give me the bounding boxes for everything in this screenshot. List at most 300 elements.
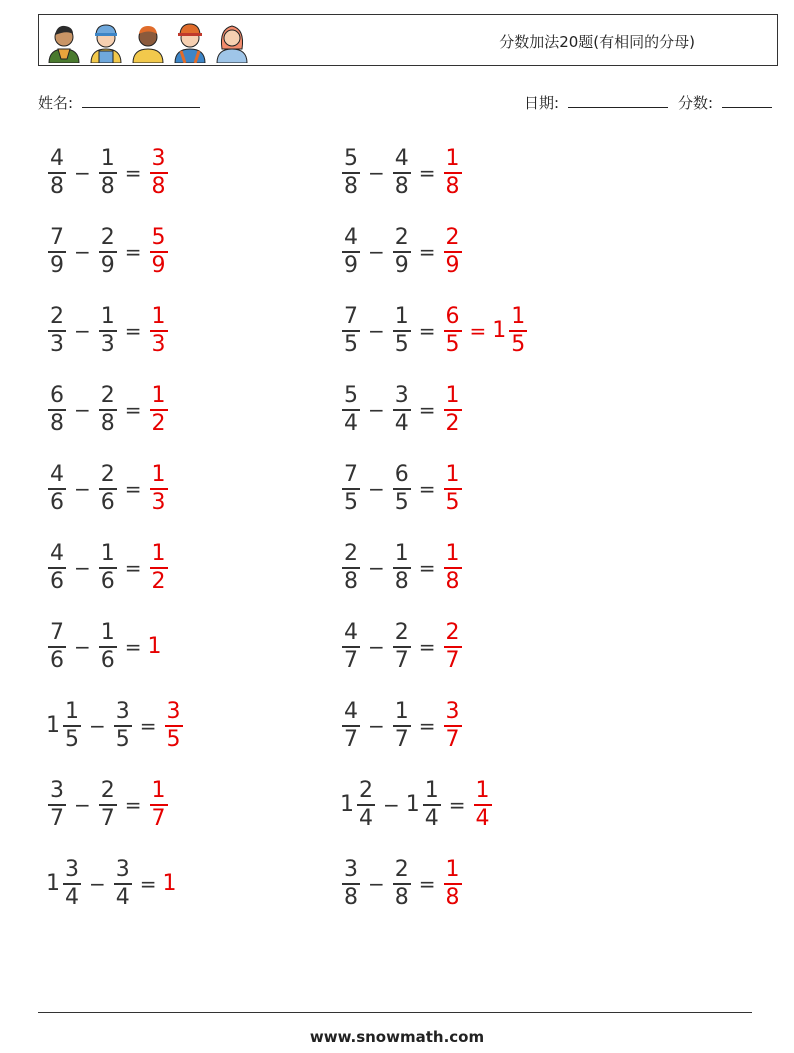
numerator: 1	[151, 778, 166, 803]
numerator: 7	[344, 304, 358, 329]
numerator: 4	[344, 620, 358, 645]
answer	[148, 383, 170, 437]
denominator: 8	[445, 173, 460, 199]
fraction	[509, 304, 527, 358]
denominator: 5	[166, 726, 181, 752]
denominator: 4	[475, 805, 490, 831]
answer	[442, 146, 464, 200]
answer	[163, 699, 185, 753]
fraction	[444, 225, 462, 279]
whole-number: 1	[405, 792, 420, 818]
denominator: 5	[65, 726, 79, 752]
fraction	[63, 857, 81, 911]
problem-item	[340, 699, 464, 753]
fraction	[150, 225, 168, 279]
denominator: 7	[394, 726, 409, 752]
denominator: 7	[344, 647, 358, 673]
equals-sign: =	[418, 871, 436, 896]
answer-value	[148, 634, 163, 659]
problem-item	[46, 304, 170, 358]
fraction	[48, 383, 66, 437]
numerator: 1	[445, 541, 460, 566]
answer	[163, 871, 178, 896]
denominator: 7	[50, 805, 64, 831]
fraction	[444, 383, 462, 437]
minuend	[340, 620, 362, 674]
denominator: 7	[394, 647, 409, 673]
name-blank[interactable]	[82, 93, 200, 108]
equals-sign: =	[418, 318, 436, 343]
denominator: 9	[445, 252, 460, 278]
construction-worker-icon	[171, 19, 209, 63]
numerator: 5	[344, 146, 358, 171]
numerator: 2	[344, 541, 358, 566]
fraction	[444, 304, 462, 358]
fraction	[444, 857, 462, 911]
fraction	[393, 383, 411, 437]
fraction	[48, 146, 66, 200]
denominator: 3	[100, 331, 115, 357]
denominator: 3	[151, 331, 166, 357]
fraction	[444, 541, 462, 595]
boy-overalls-icon	[129, 19, 167, 63]
numerator: 1	[151, 383, 166, 408]
minuend	[340, 225, 362, 279]
denominator: 9	[151, 252, 166, 278]
equals-sign: =	[418, 713, 436, 738]
date-blank[interactable]	[568, 93, 668, 108]
denominator: 8	[344, 173, 358, 199]
minuend	[46, 225, 68, 279]
answer	[148, 541, 170, 595]
fraction	[393, 146, 411, 200]
numerator: 2	[359, 778, 373, 803]
denominator: 7	[445, 726, 460, 752]
denominator: 9	[344, 252, 358, 278]
problem-item	[46, 462, 170, 516]
denominator: 4	[424, 805, 439, 831]
numerator: 2	[445, 620, 460, 645]
equals-sign: =	[124, 792, 142, 817]
fraction	[393, 304, 411, 358]
denominator: 8	[50, 173, 64, 199]
minuend	[340, 857, 362, 911]
whole-number: 1	[162, 871, 177, 897]
equals-sign: =	[418, 397, 436, 422]
minuend	[340, 146, 362, 200]
answer	[148, 462, 170, 516]
fraction	[114, 699, 132, 753]
equals-sign: =	[124, 239, 142, 264]
minus-sign: −	[89, 871, 106, 896]
equals-sign: =	[418, 555, 436, 580]
fraction	[150, 146, 168, 200]
answer-value	[442, 620, 464, 674]
problem-item	[340, 462, 464, 516]
minuend	[46, 620, 68, 674]
minus-sign: −	[89, 713, 106, 738]
minus-sign: −	[74, 634, 91, 659]
subtrahend	[391, 383, 413, 437]
numerator: 1	[475, 778, 490, 803]
footer-url: www.snowmath.com	[309, 1028, 485, 1046]
equals-sign: =	[418, 476, 436, 501]
equals-sign: =	[418, 634, 436, 659]
footer-divider	[38, 1012, 752, 1013]
fraction	[342, 620, 360, 674]
answer-value	[148, 383, 170, 437]
answer-value	[442, 146, 464, 200]
denominator: 4	[65, 884, 79, 910]
numerator: 1	[394, 304, 409, 329]
fraction	[99, 304, 117, 358]
subtrahend	[97, 304, 119, 358]
denominator: 4	[115, 884, 130, 910]
equals-sign: =	[139, 871, 157, 896]
problem-item	[340, 225, 464, 279]
whole-number: 1	[46, 713, 60, 739]
denominator: 5	[511, 331, 526, 357]
answer	[442, 304, 530, 358]
fraction	[48, 541, 66, 595]
fraction	[342, 541, 360, 595]
equals-sign: =	[124, 634, 142, 659]
numerator: 7	[50, 620, 64, 645]
subtrahend	[112, 699, 134, 753]
numerator: 1	[445, 462, 460, 487]
numerator: 4	[50, 462, 64, 487]
fraction	[99, 462, 117, 516]
problem-item	[340, 857, 464, 911]
numerator: 1	[151, 541, 166, 566]
answer	[442, 225, 464, 279]
problem-item	[46, 699, 185, 753]
answer-value	[163, 871, 178, 896]
subtrahend	[112, 857, 134, 911]
minuend	[46, 857, 83, 911]
minuend	[46, 541, 68, 595]
denominator: 9	[394, 252, 409, 278]
minus-sign: −	[368, 555, 385, 580]
problem-item	[340, 383, 464, 437]
numerator: 1	[445, 857, 460, 882]
answer-value	[442, 225, 464, 279]
minuend	[340, 778, 377, 832]
numerator: 1	[100, 304, 115, 329]
girl-icon	[213, 19, 251, 63]
equals-sign: =	[124, 160, 142, 185]
fraction	[99, 225, 117, 279]
denominator: 7	[151, 805, 166, 831]
fraction	[99, 620, 117, 674]
answer-value	[148, 778, 170, 832]
denominator: 6	[100, 647, 115, 673]
denominator: 5	[394, 489, 409, 515]
equals-sign: =	[139, 713, 157, 738]
denominator: 8	[100, 173, 115, 199]
subtrahend	[97, 146, 119, 200]
subtrahend	[97, 620, 119, 674]
numerator: 5	[151, 225, 166, 250]
fraction	[48, 778, 66, 832]
numerator: 1	[394, 699, 409, 724]
numerator: 6	[394, 462, 409, 487]
denominator: 5	[115, 726, 130, 752]
problem-item	[46, 857, 178, 911]
score-field	[678, 92, 772, 113]
answer	[472, 778, 494, 832]
problem-item	[46, 620, 163, 674]
denominator: 6	[50, 568, 64, 594]
denominator: 5	[445, 489, 460, 515]
equals-sign: =	[124, 476, 142, 501]
numerator: 1	[100, 146, 115, 171]
equals-sign: =	[448, 792, 466, 817]
denominator: 8	[50, 410, 64, 436]
denominator: 6	[100, 568, 115, 594]
numerator: 4	[344, 699, 358, 724]
subtrahend	[391, 857, 413, 911]
whole-number: 1	[46, 871, 60, 897]
denominator: 4	[359, 805, 373, 831]
name-label: 姓名:	[38, 94, 74, 112]
answer-value	[442, 304, 464, 358]
minuend	[340, 383, 362, 437]
numerator: 4	[344, 225, 358, 250]
whole-number: 1	[147, 634, 162, 660]
fraction	[342, 146, 360, 200]
numerator: 2	[100, 778, 115, 803]
answer	[148, 778, 170, 832]
fraction	[393, 699, 411, 753]
subtrahend	[391, 304, 413, 358]
problem-item	[340, 304, 529, 358]
fraction	[444, 462, 462, 516]
minuend	[46, 304, 68, 358]
equals-sign: =	[418, 160, 436, 185]
fraction	[150, 778, 168, 832]
denominator: 4	[344, 410, 358, 436]
numerator: 3	[151, 146, 166, 171]
worksheet-title: 分数加法20题(有相同的分母)	[499, 33, 695, 51]
answer-value	[148, 146, 170, 200]
answer-value	[148, 304, 170, 358]
fraction	[393, 462, 411, 516]
minus-sign: −	[368, 713, 385, 738]
numerator: 1	[151, 462, 166, 487]
answer-value	[442, 383, 464, 437]
answer	[148, 146, 170, 200]
subtrahend	[97, 225, 119, 279]
date-label: 日期:	[524, 94, 560, 112]
subtrahend	[391, 146, 413, 200]
minus-sign: −	[74, 318, 91, 343]
minuend	[340, 541, 362, 595]
denominator: 5	[344, 489, 358, 515]
fraction	[444, 699, 462, 753]
answer	[442, 857, 464, 911]
denominator: 2	[445, 410, 460, 436]
numerator: 2	[394, 620, 409, 645]
fraction	[342, 699, 360, 753]
fraction	[48, 620, 66, 674]
fraction	[444, 146, 462, 200]
problem-item	[340, 146, 464, 200]
minus-sign: −	[383, 792, 400, 817]
fraction	[474, 778, 492, 832]
numerator: 2	[100, 462, 115, 487]
answer	[442, 462, 464, 516]
answer-value	[442, 857, 464, 911]
subtrahend	[97, 383, 119, 437]
problem-item	[340, 541, 464, 595]
minuend	[340, 699, 362, 753]
minus-sign: −	[368, 476, 385, 501]
numerator: 1	[445, 146, 460, 171]
worker-cap-icon	[87, 19, 125, 63]
minus-sign: −	[368, 318, 385, 343]
subtrahend	[406, 778, 443, 832]
numerator: 3	[344, 857, 358, 882]
minus-sign: −	[74, 239, 91, 264]
fraction	[48, 462, 66, 516]
answer	[442, 383, 464, 437]
answer-value	[148, 541, 170, 595]
numerator: 3	[115, 857, 130, 882]
fraction	[99, 541, 117, 595]
denominator: 8	[344, 568, 358, 594]
numerator: 1	[151, 304, 166, 329]
fraction	[342, 857, 360, 911]
numerator: 2	[100, 225, 115, 250]
answer-value	[442, 462, 464, 516]
fraction	[114, 857, 132, 911]
numerator: 6	[445, 304, 460, 329]
denominator: 5	[445, 331, 460, 357]
fraction	[48, 304, 66, 358]
numerator: 2	[50, 304, 64, 329]
fraction	[393, 620, 411, 674]
avatar-row	[45, 19, 251, 63]
denominator: 8	[100, 410, 115, 436]
numerator: 3	[65, 857, 79, 882]
numerator: 4	[394, 146, 409, 171]
numerator: 3	[115, 699, 130, 724]
minuend	[46, 699, 83, 753]
equals-sign: =	[418, 239, 436, 264]
name-field	[38, 92, 200, 113]
minuend	[46, 146, 68, 200]
equals-sign: =	[124, 555, 142, 580]
whole-number: 1	[492, 318, 507, 344]
denominator: 6	[50, 647, 64, 673]
minus-sign: −	[368, 634, 385, 659]
numerator: 6	[50, 383, 64, 408]
minus-sign: −	[74, 555, 91, 580]
date-field	[524, 92, 668, 113]
problem-item	[340, 778, 494, 832]
subtrahend	[97, 462, 119, 516]
fraction	[48, 225, 66, 279]
numerator: 2	[394, 225, 409, 250]
answer	[442, 620, 464, 674]
numerator: 1	[100, 541, 115, 566]
equals-sign: =	[469, 318, 487, 343]
denominator: 3	[50, 331, 64, 357]
answer	[148, 225, 170, 279]
fraction	[357, 778, 375, 832]
fraction	[99, 146, 117, 200]
problem-item	[46, 225, 170, 279]
minus-sign: −	[74, 476, 91, 501]
equals-sign: =	[124, 397, 142, 422]
numerator: 1	[65, 699, 79, 724]
fraction	[342, 383, 360, 437]
denominator: 9	[100, 252, 115, 278]
score-blank[interactable]	[722, 93, 772, 108]
problem-item	[46, 778, 170, 832]
denominator: 3	[151, 489, 166, 515]
fraction	[393, 857, 411, 911]
numerator: 1	[445, 383, 460, 408]
fraction	[150, 462, 168, 516]
fraction	[99, 778, 117, 832]
denominator: 8	[394, 173, 409, 199]
fraction	[342, 462, 360, 516]
numerator: 1	[100, 620, 115, 645]
minuend	[46, 383, 68, 437]
numerator: 3	[394, 383, 409, 408]
answer-value	[442, 699, 464, 753]
numerator: 2	[100, 383, 115, 408]
numerator: 4	[50, 541, 64, 566]
subtrahend	[97, 541, 119, 595]
fraction	[342, 304, 360, 358]
minuend	[46, 778, 68, 832]
denominator: 7	[445, 647, 460, 673]
boy-with-scarf-icon	[45, 19, 83, 63]
answer-value	[442, 541, 464, 595]
denominator: 8	[445, 884, 460, 910]
problem-item	[46, 541, 170, 595]
minuend	[46, 462, 68, 516]
denominator: 6	[100, 489, 115, 515]
minus-sign: −	[74, 792, 91, 817]
problem-item	[46, 146, 170, 200]
numerator: 3	[166, 699, 181, 724]
numerator: 2	[394, 857, 409, 882]
worksheet-header	[38, 14, 778, 66]
denominator: 8	[445, 568, 460, 594]
fraction	[342, 225, 360, 279]
whole-number: 1	[340, 792, 354, 818]
fraction	[423, 778, 441, 832]
denominator: 8	[344, 884, 358, 910]
equals-sign: =	[124, 318, 142, 343]
fraction	[63, 699, 81, 753]
subtrahend	[391, 462, 413, 516]
fraction	[150, 304, 168, 358]
denominator: 8	[394, 568, 409, 594]
fraction	[393, 541, 411, 595]
numerator: 5	[344, 383, 358, 408]
denominator: 7	[100, 805, 115, 831]
answer-value	[163, 699, 185, 753]
minus-sign: −	[368, 239, 385, 264]
subtrahend	[391, 699, 413, 753]
minus-sign: −	[74, 397, 91, 422]
denominator: 4	[394, 410, 409, 436]
